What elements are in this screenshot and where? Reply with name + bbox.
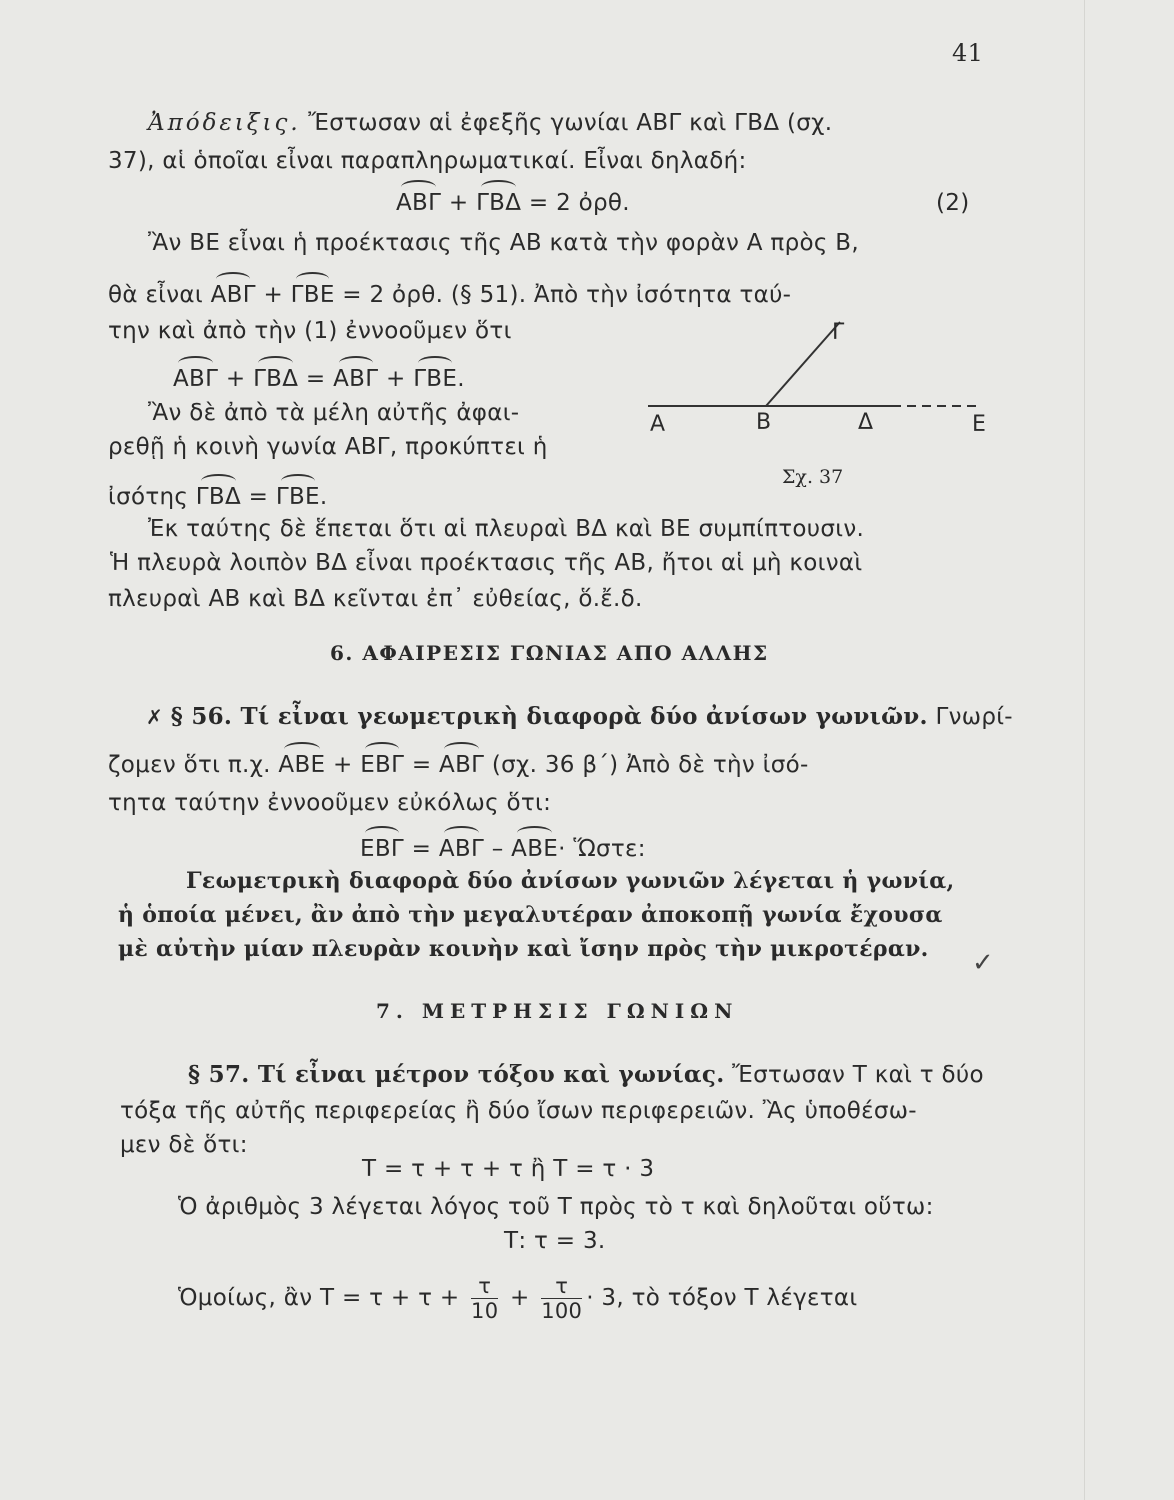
text-post: (σχ. 36 β΄) Ἀπὸ δὲ τὴν ἰσό- [491, 752, 809, 778]
text-line-11: Ἐκ ταύτης δὲ ἕπεται ὅτι αἱ πλευραὶ ΒΔ καὶ ΒΕ συμπίπτουσιν. [148, 516, 865, 542]
op: + [448, 190, 469, 216]
text-line-8: Ἂν δὲ ἀπὸ τὰ μέλη αὐτῆς ἀφαι- [148, 400, 520, 426]
fraction-2 [541, 1274, 582, 1323]
angle-gbd: ΓΒΔ [476, 190, 522, 216]
text-post: · Ὥστε: [558, 836, 646, 862]
fig-label-b: Β [756, 410, 772, 435]
angle-ebg: ΕΒΓ [360, 836, 405, 862]
text-line-4: Ἂν ΒΕ εἶναι ἡ προέκτασις τῆς ΑΒ κατὰ τὴν φορὰν Α πρὸς Β, [148, 230, 859, 256]
angle-abe: ΑΒΕ [278, 752, 326, 778]
text-line-12: Ἡ πλευρὰ λοιπὸν ΒΔ εἶναι προέκτασις τῆς ΑΒ, ἤτοι αἱ μὴ κοιναὶ [110, 550, 863, 576]
angle-gbd: ΓΒΔ [195, 484, 242, 510]
end: . [457, 366, 465, 392]
fig-label-d: Δ [858, 410, 874, 435]
op: + [263, 282, 284, 308]
text-line-25: μεν δὲ ὅτι: [120, 1132, 248, 1158]
fraction-1-numerator: τ [471, 1274, 498, 1299]
angle-gbe: ΓΒΕ [290, 282, 335, 308]
angle-abg: ΑΒΓ [210, 282, 256, 308]
paragraph-57-title [188, 1060, 984, 1090]
op: + [510, 1285, 530, 1311]
text-line-10 [108, 482, 328, 512]
ray-bg [766, 322, 840, 406]
equation-1 [396, 188, 630, 218]
equation-1-tag: (2) [936, 190, 970, 216]
op: = [248, 484, 269, 510]
figure-caption: Σχ. 37 [782, 466, 844, 488]
angle-abg: ΑΒΓ [439, 752, 485, 778]
paragraph-56-rest: Γνωρί- [935, 704, 1013, 730]
text-pre: Ὁμοίως, ἂν Τ = τ + τ + [178, 1285, 460, 1311]
page-edge-shadow [1084, 0, 1085, 1500]
angle-abg: ΑΒΓ [173, 366, 219, 392]
text-line-1-rest: Ἔστωσαν αἱ ἐφεξῆς γωνίαι ΑΒΓ καὶ ΓΒΔ (σχ. [308, 110, 833, 136]
angle-abg: ΑΒΓ [438, 836, 485, 862]
fraction-1 [471, 1274, 498, 1323]
text-line-2: 37), αἱ ὁποῖαι εἶναι παραπληρωματικαί. Εἶναι δηλαδή: [108, 148, 747, 174]
section-heading-7: 7. ΜΕΤΡΗΣΙΣ ΓΩΝΙΩΝ [376, 999, 739, 1023]
text-line-6: την καὶ ἀπὸ τὴν (1) ἐννοοῦμεν ὅτι [108, 318, 512, 344]
equation-3 [360, 834, 646, 864]
text-pre: ἰσότης [108, 484, 189, 510]
angle-gbe: ΓΒΕ [275, 484, 320, 510]
op: = [305, 366, 326, 392]
paragraph-57-heading: § 57. Τί εἶναι μέτρον τόξου καὶ γωνίας. [188, 1061, 725, 1088]
text-post: · 3, τὸ τόξον Τ λέγεται [586, 1285, 858, 1311]
equation-2 [173, 364, 465, 394]
definition-line-3: μὲ αὐτὴν μίαν πλευρὰν κοινὴν καὶ ἴσην πρὸς τὴν μικροτέραν. [118, 936, 929, 962]
text-line-27: Ὁ ἀριθμὸς 3 λέγεται λόγος τοῦ Τ πρὸς τὸ τ καὶ δηλοῦται οὕτω: [178, 1194, 934, 1220]
text-line-5 [108, 280, 791, 310]
angle-gbe: ΓΒΕ [413, 366, 458, 392]
text-line-16 [108, 750, 809, 780]
definition-line-2: ἡ ὁποία μένει, ἂν ἀπὸ τὴν μεγαλυτέραν ἀποκοπῇ γωνία ἔχουσα [118, 902, 943, 928]
definition-line-1: Γεωμετρικὴ διαφορὰ δύο ἀνίσων γωνιῶν λέγεται ἡ γωνία, [186, 868, 955, 894]
op: + [385, 366, 406, 392]
paragraph-56-heading: § 56. Τί εἶναι γεωμετρικὴ διαφορὰ δύο ἀνίσων γωνιῶν. [170, 703, 928, 730]
fig-label-e: Ε [972, 412, 986, 437]
angle-abg: ΑΒΓ [396, 190, 442, 216]
op: = [411, 836, 432, 862]
equation-5: Τ: τ = 3. [504, 1228, 606, 1254]
text-line-1 [148, 108, 832, 138]
text-line-29 [178, 1268, 857, 1328]
angle-gbd: ΓΒΔ [253, 366, 299, 392]
op: = [411, 752, 432, 778]
section-heading-6: 6. ΑΦΑΙΡΕΣΙΣ ΓΩΝΙΑΣ ΑΠΟ ΑΛΛΗΣ [330, 641, 769, 665]
fraction-1-denominator: 10 [471, 1299, 499, 1323]
text-pre: θὰ εἶναι [108, 282, 203, 308]
eq-rest: = 2 ὀρθ. [528, 190, 630, 216]
fraction-2-denominator: 100 [541, 1299, 583, 1323]
text-line-13: πλευραὶ ΑΒ καὶ ΒΔ κεῖνται ἐπ᾽ εὐθείας, ὅ.ἔ.δ. [108, 586, 643, 612]
op: – [491, 836, 504, 862]
op: + [225, 366, 246, 392]
op: + [332, 752, 353, 778]
paragraph-56-title [146, 702, 1013, 732]
angle-abe: ΑΒΕ [511, 836, 559, 862]
text-post: = 2 ὀρθ. (§ 51). Ἀπὸ τὴν ἰσότητα ταύ- [342, 282, 792, 308]
angle-ebg: ΕΒΓ [360, 752, 405, 778]
fig-label-g: Γ [832, 320, 845, 345]
margin-mark-x: ✗ [146, 705, 164, 729]
equation-4: Τ = τ + τ + τ ἢ Τ = τ · 3 [362, 1156, 655, 1182]
text-line-17: τητα ταύτην ἐννοοῦμεν εὐκόλως ὅτι: [108, 790, 552, 816]
fig-label-a: Α [650, 412, 666, 437]
fraction-2-numerator: τ [541, 1274, 582, 1299]
page-number: 41 [952, 39, 984, 67]
text-pre: ζομεν ὅτι π.χ. [108, 752, 271, 778]
text-line-24: τόξα τῆς αὐτῆς περιφερείας ἢ δύο ἴσων περιφερειῶν. Ἂς ὑποθέσω- [120, 1098, 917, 1124]
angle-abg: ΑΒΓ [333, 366, 379, 392]
end: . [319, 484, 328, 510]
proof-label: Ἀπόδειξις. [148, 110, 301, 136]
text-line-9: ρεθῇ ἡ κοινὴ γωνία ΑΒΓ, προκύπτει ἡ [108, 434, 548, 460]
paragraph-57-rest: Ἔστωσαν Τ καὶ τ δύο [732, 1062, 984, 1088]
margin-check-mark: ✓ [972, 948, 995, 978]
